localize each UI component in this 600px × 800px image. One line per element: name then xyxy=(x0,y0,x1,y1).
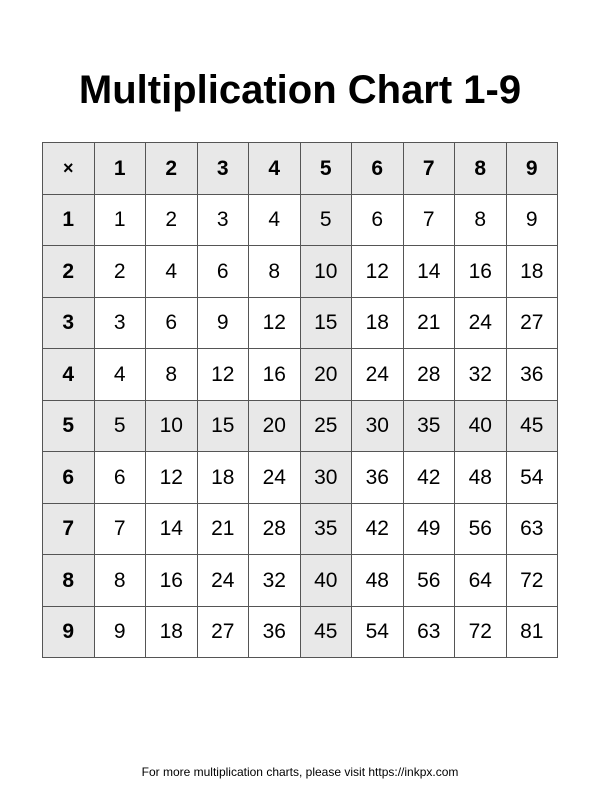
product-cell: 16 xyxy=(146,555,198,607)
column-header: 3 xyxy=(197,143,249,195)
product-cell: 45 xyxy=(506,400,558,452)
product-cell: 24 xyxy=(352,349,404,401)
product-cell: 27 xyxy=(506,297,558,349)
product-cell: 27 xyxy=(197,606,249,658)
product-cell: 12 xyxy=(249,297,301,349)
product-cell: 28 xyxy=(249,503,301,555)
product-cell: 12 xyxy=(352,246,404,298)
product-cell: 35 xyxy=(300,503,352,555)
column-header: 9 xyxy=(506,143,558,195)
product-cell: 5 xyxy=(300,194,352,246)
product-cell: 21 xyxy=(197,503,249,555)
product-cell: 6 xyxy=(94,452,146,504)
product-cell: 36 xyxy=(506,349,558,401)
page-title: Multiplication Chart 1-9 xyxy=(78,68,522,112)
product-cell: 42 xyxy=(352,503,404,555)
product-cell: 24 xyxy=(197,555,249,607)
row-header: 3 xyxy=(43,297,95,349)
product-cell: 32 xyxy=(455,349,507,401)
product-cell: 4 xyxy=(249,194,301,246)
product-cell: 2 xyxy=(146,194,198,246)
product-cell: 9 xyxy=(506,194,558,246)
product-cell: 12 xyxy=(146,452,198,504)
product-cell: 40 xyxy=(455,400,507,452)
row-header: 4 xyxy=(43,349,95,401)
product-cell: 9 xyxy=(94,606,146,658)
table-row xyxy=(43,452,558,504)
table-row xyxy=(43,349,558,401)
product-cell: 6 xyxy=(352,194,404,246)
row-header: 8 xyxy=(43,555,95,607)
column-header: 5 xyxy=(300,143,352,195)
product-cell: 10 xyxy=(300,246,352,298)
product-cell: 40 xyxy=(300,555,352,607)
table-row xyxy=(43,606,558,658)
row-header: 1 xyxy=(43,194,95,246)
product-cell: 64 xyxy=(455,555,507,607)
product-cell: 24 xyxy=(455,297,507,349)
product-cell: 8 xyxy=(249,246,301,298)
product-cell: 45 xyxy=(300,606,352,658)
column-header: 4 xyxy=(249,143,301,195)
corner-cell: × xyxy=(43,143,95,195)
product-cell: 28 xyxy=(403,349,455,401)
product-cell: 48 xyxy=(455,452,507,504)
row-header: 7 xyxy=(43,503,95,555)
column-header: 2 xyxy=(146,143,198,195)
product-cell: 49 xyxy=(403,503,455,555)
product-cell: 30 xyxy=(300,452,352,504)
product-cell: 4 xyxy=(94,349,146,401)
product-cell: 20 xyxy=(300,349,352,401)
product-cell: 3 xyxy=(197,194,249,246)
table-row xyxy=(43,400,558,452)
column-header: 6 xyxy=(352,143,404,195)
product-cell: 20 xyxy=(249,400,301,452)
header-row xyxy=(43,143,558,195)
table-row xyxy=(43,246,558,298)
table-row xyxy=(43,503,558,555)
product-cell: 10 xyxy=(146,400,198,452)
product-cell: 56 xyxy=(403,555,455,607)
product-cell: 30 xyxy=(352,400,404,452)
product-cell: 3 xyxy=(94,297,146,349)
product-cell: 7 xyxy=(403,194,455,246)
product-cell: 18 xyxy=(146,606,198,658)
product-cell: 35 xyxy=(403,400,455,452)
product-cell: 72 xyxy=(455,606,507,658)
product-cell: 54 xyxy=(506,452,558,504)
product-cell: 14 xyxy=(403,246,455,298)
product-cell: 16 xyxy=(249,349,301,401)
table-body xyxy=(43,143,558,658)
column-header: 8 xyxy=(455,143,507,195)
product-cell: 36 xyxy=(249,606,301,658)
product-cell: 18 xyxy=(506,246,558,298)
table-row xyxy=(43,555,558,607)
product-cell: 81 xyxy=(506,606,558,658)
footer-note: For more multiplication charts, please visit https://inkpx.com xyxy=(141,765,459,779)
product-cell: 15 xyxy=(300,297,352,349)
product-cell: 48 xyxy=(352,555,404,607)
product-cell: 8 xyxy=(94,555,146,607)
row-header: 6 xyxy=(43,452,95,504)
product-cell: 36 xyxy=(352,452,404,504)
product-cell: 18 xyxy=(197,452,249,504)
product-cell: 32 xyxy=(249,555,301,607)
product-cell: 15 xyxy=(197,400,249,452)
column-header: 7 xyxy=(403,143,455,195)
product-cell: 4 xyxy=(146,246,198,298)
product-cell: 2 xyxy=(94,246,146,298)
row-header: 9 xyxy=(43,606,95,658)
product-cell: 6 xyxy=(197,246,249,298)
product-cell: 56 xyxy=(455,503,507,555)
row-header: 5 xyxy=(43,400,95,452)
product-cell: 54 xyxy=(352,606,404,658)
product-cell: 63 xyxy=(403,606,455,658)
product-cell: 8 xyxy=(455,194,507,246)
product-cell: 9 xyxy=(197,297,249,349)
product-cell: 16 xyxy=(455,246,507,298)
product-cell: 6 xyxy=(146,297,198,349)
product-cell: 18 xyxy=(352,297,404,349)
row-header: 2 xyxy=(43,246,95,298)
multiplication-table xyxy=(42,142,558,658)
product-cell: 8 xyxy=(146,349,198,401)
product-cell: 24 xyxy=(249,452,301,504)
product-cell: 7 xyxy=(94,503,146,555)
table-row xyxy=(43,297,558,349)
table-row xyxy=(43,194,558,246)
product-cell: 12 xyxy=(197,349,249,401)
product-cell: 25 xyxy=(300,400,352,452)
product-cell: 72 xyxy=(506,555,558,607)
product-cell: 5 xyxy=(94,400,146,452)
product-cell: 42 xyxy=(403,452,455,504)
product-cell: 1 xyxy=(94,194,146,246)
column-header: 1 xyxy=(94,143,146,195)
product-cell: 63 xyxy=(506,503,558,555)
product-cell: 21 xyxy=(403,297,455,349)
product-cell: 14 xyxy=(146,503,198,555)
